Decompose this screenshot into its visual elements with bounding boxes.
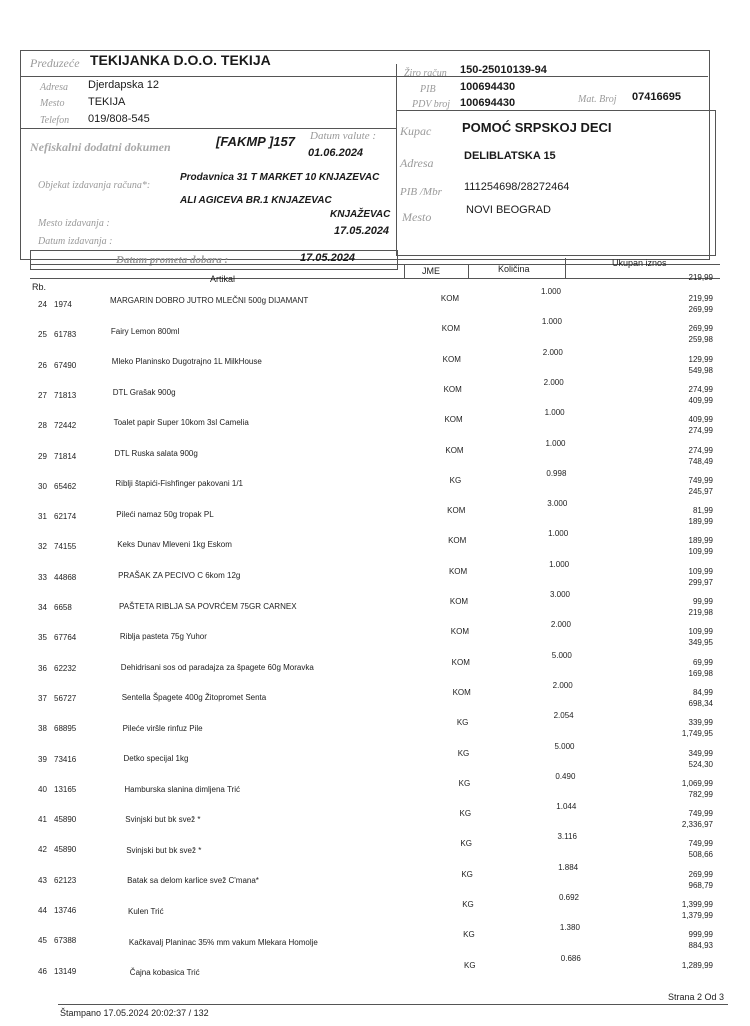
row-number: 45 — [38, 936, 47, 946]
item-qty: 1.000 — [548, 529, 569, 539]
next-total: 259,98 — [688, 335, 713, 345]
next-total: 1,379,99 — [681, 911, 713, 920]
item-unit: KG — [462, 900, 474, 909]
item-name: Kačkavalj Planinac 35% mm vakum Mlekara Homolje — [128, 937, 318, 947]
buyer-city: NOVI BEOGRAD — [466, 204, 551, 216]
row-number: 26 — [38, 360, 47, 370]
row-number: 34 — [38, 603, 47, 612]
item-name: Riblji štapići-Fishfinger pakovani 1/1 — [115, 479, 244, 489]
next-total: 1,749,95 — [681, 729, 713, 739]
row-number: 25 — [38, 330, 47, 340]
item-price: 189,99 — [688, 536, 713, 546]
item-qty: 5.000 — [554, 741, 575, 751]
item-unit: KOM — [452, 687, 471, 697]
item-name: Keks Dunav Mleveni 1kg Eskom — [117, 540, 232, 550]
item-name: Kulen Trić — [128, 907, 164, 916]
item-unit: KG — [463, 930, 475, 940]
row-number: 38 — [38, 724, 47, 734]
item-price: 349,99 — [688, 748, 713, 758]
item-unit: KOM — [450, 627, 469, 637]
next-total: 269,99 — [688, 305, 713, 314]
buyer-address: DELIBLATSKA 15 — [464, 150, 556, 162]
item-unit: KG — [464, 960, 476, 970]
item-qty: 3.116 — [557, 832, 577, 842]
value-date-label: Datum valute : — [310, 130, 376, 142]
company-city-label: Mesto — [40, 98, 65, 109]
item-qty: 1.000 — [541, 317, 562, 327]
item-code: 56727 — [54, 693, 77, 703]
next-total: 508,66 — [688, 850, 713, 860]
next-total: 524,30 — [688, 759, 713, 769]
page-number: Strana 2 Od 3 — [668, 992, 725, 1002]
item-code: 67388 — [54, 936, 77, 946]
item-code: 62123 — [54, 875, 77, 885]
row-number: 40 — [38, 784, 47, 794]
item-code: 6658 — [54, 603, 72, 612]
item-name: Fairy Lemon 800ml — [110, 326, 180, 336]
next-total: 698,34 — [688, 698, 713, 708]
item-price: 69,99 — [692, 657, 713, 667]
item-price: 84,99 — [692, 687, 713, 697]
item-qty: 2.000 — [552, 680, 573, 690]
item-price: 109,99 — [688, 627, 713, 637]
document-number: [FAKMP ]157 — [216, 134, 295, 149]
value-date: 01.06.2024 — [308, 147, 364, 159]
buyer-pib: 111254698/28272464 — [464, 181, 570, 193]
issue-date: 17.05.2024 — [334, 225, 390, 237]
next-total: 549,98 — [688, 365, 713, 375]
object-label: Objekat izdavanja računa*: — [38, 180, 151, 191]
item-qty: 1.000 — [549, 559, 570, 569]
row-number: 24 — [38, 300, 47, 309]
item-code: 1974 — [54, 300, 72, 309]
item-unit: KG — [457, 748, 470, 758]
item-qty: 3.000 — [549, 590, 571, 599]
item-code: 72442 — [54, 421, 77, 431]
item-qty: 0.998 — [546, 468, 567, 478]
item-price: 1,399,99 — [681, 900, 713, 909]
row-number: 43 — [38, 875, 47, 885]
item-unit: KOM — [441, 324, 460, 334]
company-mat: 07416695 — [632, 91, 681, 103]
item-code: 61783 — [54, 330, 77, 340]
item-unit: KOM — [440, 294, 460, 303]
item-code: 45890 — [54, 845, 77, 855]
item-code: 71814 — [54, 451, 77, 461]
item-code: 13149 — [54, 966, 77, 976]
item-name: Riblja pasteta 75g Yuhor — [119, 632, 207, 642]
row-number: 30 — [38, 481, 47, 491]
next-total: 782,99 — [688, 789, 713, 799]
row-number: 27 — [38, 390, 47, 400]
item-price: 339,99 — [688, 718, 713, 728]
header-rb: Rb. — [32, 282, 47, 292]
item-name: Sentella Špagete 400g Žitopromet Senta — [121, 693, 267, 703]
item-qty: 2.000 — [542, 347, 563, 357]
item-qty: 0.692 — [558, 893, 580, 902]
buyer-label: Kupac — [400, 124, 432, 138]
row-number: 41 — [38, 815, 47, 825]
item-code: 68895 — [54, 724, 77, 734]
item-unit: KG — [459, 809, 472, 819]
item-name: PAŠTETA RIBLJA SA POVRĆEM 75GR CARNEX — [119, 601, 297, 611]
item-unit: KOM — [443, 384, 462, 394]
next-total: 349,95 — [688, 638, 713, 648]
item-price: 99,99 — [692, 597, 713, 606]
item-qty: 5.000 — [551, 650, 572, 660]
object-line-1: Prodavnica 31 T MARKET 10 KNJAZEVAC — [180, 172, 380, 183]
header-unit: JME — [422, 266, 440, 276]
buyer-city-label: Mesto — [402, 210, 432, 224]
document-title: Nefiskalni dodatni dokumen — [30, 140, 171, 154]
item-name: MARGARIN DOBRO JUTRO MLEČNI 500g DIJAMANT — [110, 296, 309, 305]
next-total: 2,336,97 — [681, 820, 713, 830]
item-price: 129,99 — [688, 354, 713, 364]
header-total: Ukupan iznos — [612, 258, 667, 268]
item-code: 62174 — [54, 512, 77, 522]
company-mat-label: Mat. Broj — [578, 94, 617, 105]
item-name: PRAŠAK ZA PECIVO C 6kom 12g — [118, 570, 241, 580]
item-price: 999,99 — [688, 930, 713, 940]
item-code: 62232 — [54, 663, 77, 673]
item-code: 73416 — [54, 754, 77, 764]
company-pib: 100694430 — [460, 81, 516, 93]
item-unit: KOM — [447, 506, 466, 516]
row-number: 46 — [38, 966, 47, 976]
item-name: Pileći namaz 50g tropak PL — [116, 509, 214, 519]
item-price: 274,99 — [688, 445, 713, 455]
first-total: 219,99 — [688, 273, 713, 282]
company-pib-label: PIB — [420, 84, 436, 95]
item-code: 65462 — [54, 481, 77, 491]
company-pdv-label: PDV broj — [412, 99, 451, 110]
company-name: TEKIJANKA D.O.O. TEKIJA — [90, 52, 271, 68]
item-price: 749,99 — [688, 839, 713, 849]
item-price: 81,99 — [692, 506, 713, 516]
item-qty: 1.884 — [558, 862, 579, 872]
row-number: 36 — [38, 663, 47, 673]
next-total: 245,97 — [688, 486, 713, 496]
row-number: 29 — [38, 451, 47, 461]
item-price: 749,99 — [688, 475, 713, 485]
item-name: DTL Ruska salata 900g — [114, 448, 198, 458]
company-city: TEKIJA — [88, 96, 126, 108]
next-total: 748,49 — [688, 456, 713, 466]
next-total: 299,97 — [688, 577, 713, 587]
place: KNJAŽEVAC — [330, 209, 391, 220]
next-total: 189,99 — [688, 517, 713, 527]
item-unit: KOM — [444, 415, 463, 425]
item-unit: KG — [456, 718, 469, 728]
item-name: Toalet papir Super 10kom 3sl Camelia — [113, 418, 249, 428]
item-qty: 1.000 — [545, 438, 566, 448]
item-unit: KOM — [448, 536, 467, 546]
item-price: 1,289,99 — [681, 960, 713, 970]
item-name: Pileće viršle rinfuz Pile — [122, 723, 203, 733]
item-code: 67490 — [54, 360, 77, 370]
next-total: 884,93 — [688, 941, 713, 951]
item-name: Batak sa delom karlice svež C'mana* — [127, 876, 259, 886]
row-number: 32 — [38, 542, 47, 552]
item-name: Hamburska slanina dimljena Trić — [124, 784, 240, 794]
item-unit: KOM — [442, 354, 461, 364]
row-number: 33 — [38, 572, 47, 582]
item-name: Čajna kobasica Trić — [129, 968, 200, 978]
item-name: Dehidrisani sos od paradajza za špagete 60g Moravka — [120, 662, 314, 672]
next-total: 169,98 — [688, 668, 713, 678]
company-pdv: 100694430 — [460, 97, 516, 109]
buyer-address-label: Adresa — [400, 156, 434, 170]
next-total: 409,99 — [688, 395, 713, 405]
place-label: Mesto izdavanja : — [38, 218, 110, 229]
item-price: 274,99 — [688, 384, 713, 394]
item-unit: KG — [449, 475, 462, 485]
item-qty: 2.054 — [553, 711, 574, 721]
item-code: 71813 — [54, 390, 77, 400]
item-code: 13746 — [54, 906, 77, 915]
header-qty: Količina — [498, 264, 530, 274]
row-number: 31 — [38, 512, 47, 522]
company-account: 150-25010139-94 — [460, 64, 547, 76]
item-qty: 1.000 — [540, 287, 562, 296]
item-unit: KOM — [449, 597, 469, 606]
item-name: Svinjski but bk svež * — [126, 845, 202, 855]
item-price: 109,99 — [688, 566, 713, 576]
footer-rule — [58, 1004, 728, 1005]
item-name: Mleko Planinsko Dugotrajno 1L MilkHouse — [111, 357, 262, 367]
issue-date-label: Datum izdavanja : — [38, 236, 113, 247]
printed-timestamp: Štampano 17.05.2024 20:02:37 / 132 — [60, 1008, 209, 1018]
company-phone-label: Telefon — [40, 115, 70, 126]
item-price: 219,99 — [688, 294, 713, 303]
item-qty: 1.380 — [559, 923, 580, 933]
item-code: 67764 — [54, 633, 77, 643]
item-unit: KG — [461, 869, 473, 879]
turnover-date-label: Datum prometa dobara : — [116, 254, 229, 266]
item-unit: KOM — [445, 445, 464, 455]
item-name: DTL Grašak 900g — [112, 387, 176, 397]
company-name-label: Preduzeće — [30, 56, 80, 70]
row-number: 42 — [38, 845, 47, 855]
item-price: 269,99 — [688, 324, 713, 334]
turnover-date: 17.05.2024 — [300, 252, 356, 264]
item-qty: 0.686 — [560, 953, 581, 963]
item-qty: 2.000 — [550, 620, 571, 630]
item-name: Detko specijal 1kg — [123, 754, 189, 764]
buyer-name: POMOĆ SRPSKOJ DECI — [462, 120, 612, 135]
item-code: 44868 — [54, 572, 77, 582]
header-item: Artikal — [210, 274, 236, 284]
company-address: Djerdapska 12 — [88, 79, 159, 91]
item-unit: KOM — [451, 657, 470, 667]
item-unit: KG — [458, 778, 471, 788]
item-price: 749,99 — [688, 809, 713, 819]
next-total: 274,99 — [688, 426, 713, 436]
next-total: 109,99 — [688, 547, 713, 557]
item-qty: 3.000 — [547, 499, 568, 509]
row-number: 39 — [38, 754, 47, 764]
item-price: 1,069,99 — [681, 778, 713, 788]
item-unit: KG — [460, 839, 472, 849]
object-line-2: ALI AGICEVA BR.1 KNJAZEVAC — [180, 195, 332, 206]
item-qty: 2.000 — [543, 377, 564, 387]
item-qty: 0.490 — [555, 771, 576, 781]
item-price: 409,99 — [688, 415, 713, 425]
item-code: 74155 — [54, 542, 77, 552]
row-number: 35 — [38, 633, 47, 643]
item-code: 13165 — [54, 784, 77, 794]
next-total: 968,79 — [688, 880, 713, 890]
company-address-label: Adresa — [40, 82, 68, 93]
item-price: 269,99 — [688, 869, 713, 879]
company-phone: 019/808-545 — [88, 113, 150, 125]
item-code: 45890 — [54, 815, 77, 825]
row-number: 28 — [38, 421, 47, 431]
item-qty: 1.044 — [556, 802, 577, 812]
buyer-pib-label: PIB /Mbr — [400, 186, 442, 198]
next-total: 219,98 — [688, 608, 713, 617]
row-number: 44 — [38, 906, 47, 915]
item-unit: KOM — [448, 566, 468, 576]
item-name: Svinjski but bk svež * — [125, 815, 201, 825]
item-qty: 1.000 — [544, 408, 565, 418]
row-number: 37 — [38, 693, 47, 703]
company-account-label: Žiro račun — [404, 68, 447, 79]
